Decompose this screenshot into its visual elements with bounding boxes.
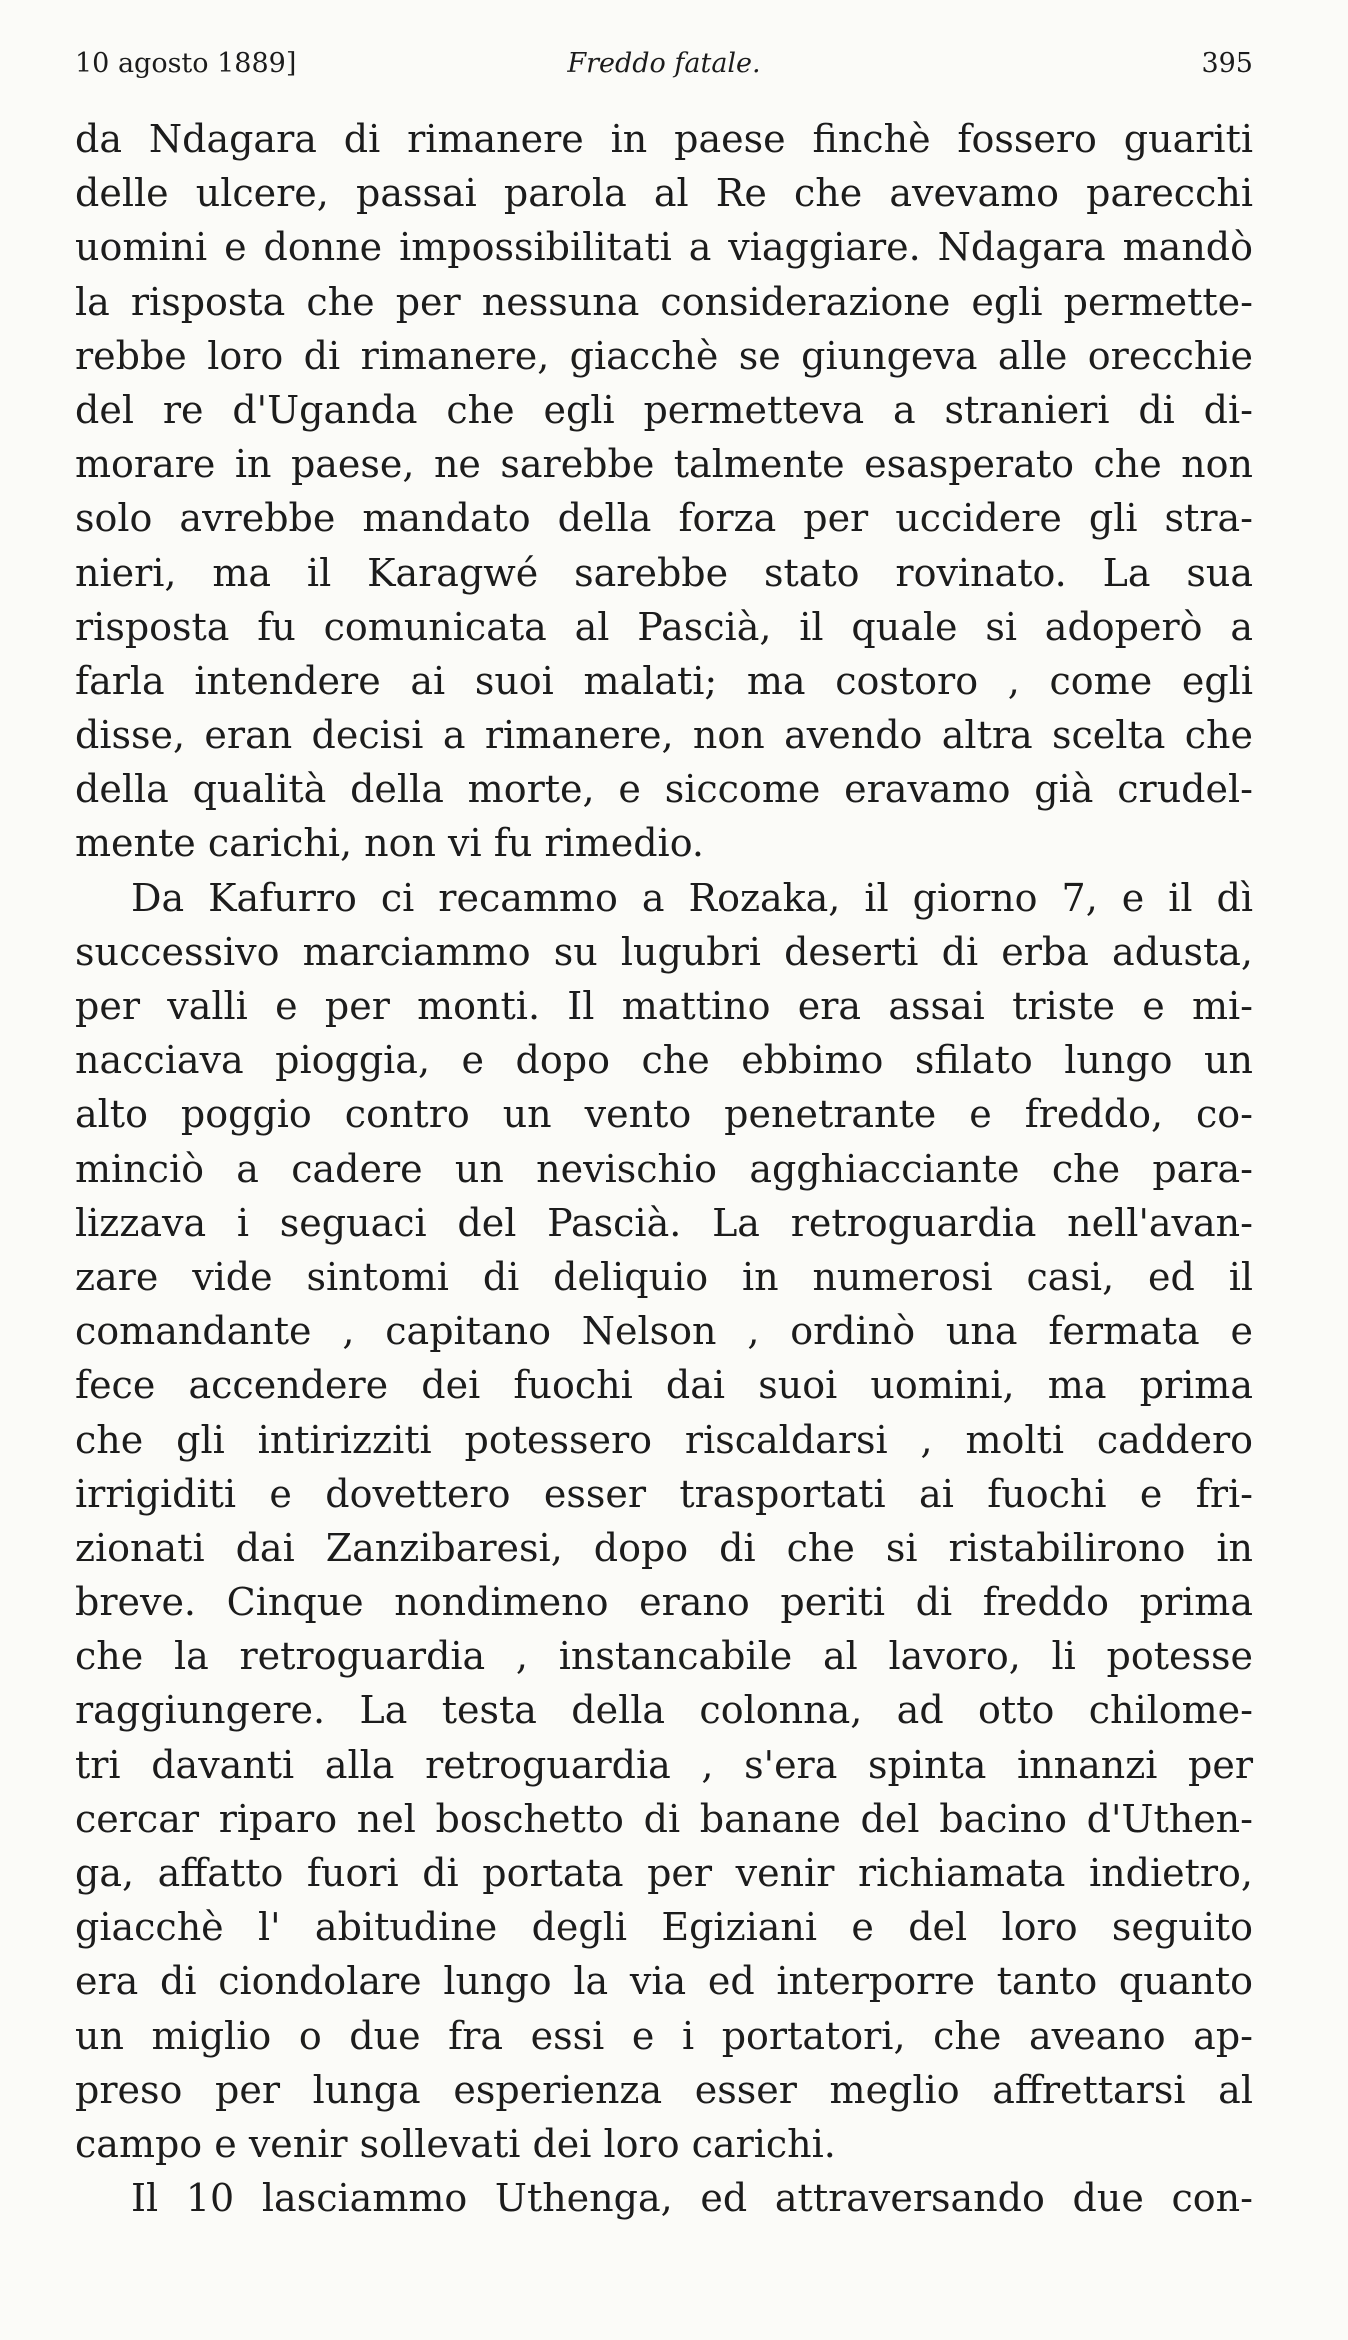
text-line: che la retroguardia , instancabile al lavoro, li potesse bbox=[75, 1634, 1253, 1679]
text-line: ga, affatto fuori di portata per venir richiamata indietro, bbox=[75, 1851, 1253, 1895]
text-line: fece accendere dei fuochi dai suoi uomini, ma prima bbox=[75, 1363, 1253, 1408]
text-line: comandante , capitano Nelson , ordinò una fermata e bbox=[75, 1309, 1253, 1354]
text-line: era di ciondolare lungo la via ed interporre tanto quanto bbox=[75, 1959, 1253, 2004]
text-line: cercar riparo nel boschetto di banane del bacino d'Uthen- bbox=[75, 1796, 1253, 1841]
text-line: zionati dai Zanzibaresi, dopo di che si ristabilirono in bbox=[75, 1525, 1253, 1570]
text-line: disse, eran decisi a rimanere, non avendo altra scelta che bbox=[75, 713, 1253, 758]
text-line: irrigiditi e dovettero esser trasportati ai fuochi e fri- bbox=[75, 1471, 1253, 1516]
text-line: risposta fu comunicata al Pascià, il quale si adoperò a bbox=[75, 604, 1253, 649]
text-line: farla intendere ai suoi malati; ma costoro , come egli bbox=[75, 658, 1253, 703]
paragraph-1 bbox=[75, 112, 1253, 871]
text-line: la risposta che per nessuna considerazione egli permette- bbox=[75, 279, 1253, 324]
text-line: Da Kafurro ci recammo a Rozaka, il giorno 7, e il dì bbox=[131, 875, 1253, 920]
text-line: tri davanti alla retroguardia , s'era spinta innanzi per bbox=[75, 1742, 1253, 1787]
running-header bbox=[75, 44, 1253, 84]
paragraph-2 bbox=[75, 871, 1253, 2172]
text-line: un miglio o due fra essi e i portatori, che aveano ap- bbox=[75, 2013, 1253, 2058]
text-line: preso per lunga esperienza esser meglio affrettarsi al bbox=[75, 2067, 1253, 2112]
page-number: 395 bbox=[1201, 48, 1253, 79]
text-line: Il 10 lasciammo Uthenga, ed attraversando due con- bbox=[131, 2176, 1253, 2221]
header-date: 10 agosto 1889] bbox=[75, 48, 297, 79]
text-line: breve. Cinque nondimeno erano periti di freddo prima bbox=[75, 1580, 1253, 1625]
header-title: Freddo fatale. bbox=[567, 48, 761, 79]
text-line: uomini e donne impossibilitati a viaggiare. Ndagara mandò bbox=[75, 225, 1253, 270]
text-line: solo avrebbe mandato della forza per uccidere gli stra- bbox=[75, 496, 1253, 541]
text-line: zare vide sintomi di deliquio in numerosi casi, ed il bbox=[75, 1254, 1253, 1299]
text-line: da Ndagara di rimanere in paese finchè fossero guariti bbox=[75, 117, 1253, 161]
text-line: della qualità della morte, e siccome eravamo già crudel- bbox=[75, 767, 1253, 812]
text-line: che gli intirizziti potessero riscaldarsi , molti caddero bbox=[75, 1417, 1253, 1462]
text-line: raggiungere. La testa della colonna, ad otto chilome- bbox=[75, 1688, 1253, 1733]
text-line: morare in paese, ne sarebbe talmente esasperato che non bbox=[75, 442, 1253, 487]
text-line: mente carichi, non vi fu rimedio. bbox=[75, 821, 704, 866]
text-line: del re d'Uganda che egli permetteva a stranieri di di- bbox=[75, 387, 1253, 432]
text-line: nacciava pioggia, e dopo che ebbimo sfilato lungo un bbox=[75, 1038, 1253, 1083]
paragraph-3 bbox=[75, 2171, 1253, 2225]
text-line: delle ulcere, passai parola al Re che avevamo parecchi bbox=[75, 171, 1253, 216]
text-line: lizzava i seguaci del Pascià. La retroguardia nell'avan- bbox=[75, 1200, 1253, 1245]
text-line: successivo marciammo su lugubri deserti di erba adusta, bbox=[75, 929, 1253, 974]
text-line: nieri, ma il Karagwé sarebbe stato rovinato. La sua bbox=[75, 550, 1253, 595]
text-line: campo e venir sollevati dei loro carichi. bbox=[75, 2121, 836, 2166]
text-line: alto poggio contro un vento penetrante e freddo, co- bbox=[75, 1092, 1253, 1137]
body-text bbox=[75, 112, 1253, 2225]
text-line: minciò a cadere un nevischio agghiacciante che para- bbox=[75, 1146, 1253, 1191]
text-line: rebbe loro di rimanere, giacchè se giungeva alle orecchie bbox=[75, 333, 1253, 378]
text-line: giacchè l' abitudine degli Egiziani e del loro seguito bbox=[75, 1905, 1253, 1950]
text-line: per valli e per monti. Il mattino era assai triste e mi- bbox=[75, 984, 1253, 1028]
